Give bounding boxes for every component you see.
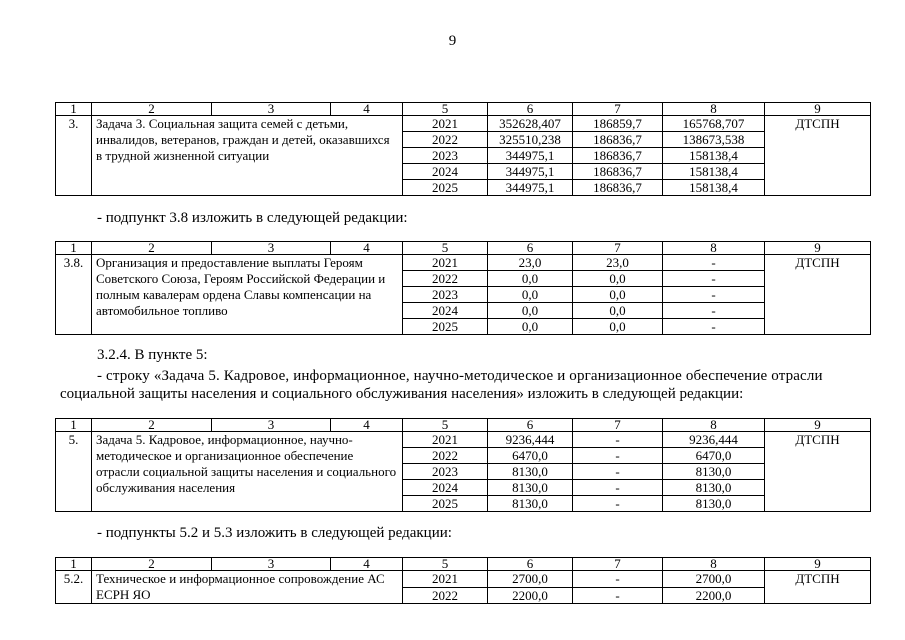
table-row	[56, 432, 871, 448]
value-total-cell: 344975,1	[488, 164, 573, 180]
header-cell: 6	[488, 103, 573, 116]
executor-cell: ДТСПН	[765, 571, 871, 604]
value-regional-cell: 138673,538	[663, 132, 765, 148]
paragraph-task5-line2: социальной защиты населения и социального обслуживания населения» изложить в следующей редакции:	[60, 386, 744, 402]
header-cell: 9	[765, 242, 871, 255]
header-cell: 7	[573, 103, 663, 116]
table-header-row	[56, 103, 871, 116]
value-federal-cell: 0,0	[573, 319, 663, 335]
header-cell: 2	[92, 558, 212, 571]
header-cell: 4	[331, 103, 403, 116]
paragraph-task5-line1: - строку «Задача 5. Кадровое, информационное, научно-методическое и организационное обеспечение отрасли	[97, 368, 823, 384]
value-total-cell: 0,0	[488, 287, 573, 303]
header-cell: 3	[212, 558, 331, 571]
value-federal-cell: -	[573, 587, 663, 604]
value-regional-cell: -	[663, 319, 765, 335]
value-regional-cell: 9236,444	[663, 432, 765, 448]
header-cell: 6	[488, 558, 573, 571]
header-cell: 2	[92, 419, 212, 432]
value-federal-cell: 186836,7	[573, 148, 663, 164]
year-cell: 2022	[403, 448, 488, 464]
executor-cell: ДТСПН	[765, 432, 871, 512]
row-name: Задача 3. Социальная защита семей с детьми, инвалидов, ветеранов, граждан и детей, оказавшихся в трудной жизненной ситуации	[92, 116, 403, 196]
row-name: Задача 5. Кадровое, информационное, научно-методическое и организационное обеспечение отрасли социальной защиты населения и социального обслуживания населения	[92, 432, 403, 512]
header-cell: 5	[403, 558, 488, 571]
value-total-cell: 8130,0	[488, 464, 573, 480]
header-cell: 8	[663, 242, 765, 255]
value-total-cell: 0,0	[488, 303, 573, 319]
value-regional-cell: 2200,0	[663, 587, 765, 604]
value-federal-cell: -	[573, 480, 663, 496]
page-number: 9	[448, 33, 457, 49]
value-federal-cell: 0,0	[573, 271, 663, 287]
year-cell: 2021	[403, 255, 488, 271]
value-total-cell: 2200,0	[488, 587, 573, 604]
value-total-cell: 352628,407	[488, 116, 573, 132]
year-cell: 2024	[403, 480, 488, 496]
year-cell: 2021	[403, 571, 488, 588]
value-total-cell: 6470,0	[488, 448, 573, 464]
value-regional-cell: 2700,0	[663, 571, 765, 588]
value-federal-cell: 186836,7	[573, 132, 663, 148]
value-federal-cell: -	[573, 448, 663, 464]
value-federal-cell: -	[573, 571, 663, 588]
table-row	[56, 255, 871, 271]
header-cell: 5	[403, 419, 488, 432]
header-cell: 3	[212, 242, 331, 255]
header-cell: 4	[331, 558, 403, 571]
value-federal-cell: 186836,7	[573, 164, 663, 180]
header-cell: 2	[92, 242, 212, 255]
year-cell: 2025	[403, 180, 488, 196]
header-cell: 1	[56, 103, 92, 116]
header-cell: 5	[403, 103, 488, 116]
value-total-cell: 23,0	[488, 255, 573, 271]
executor-cell: ДТСПН	[765, 116, 871, 196]
value-total-cell: 325510,238	[488, 132, 573, 148]
header-cell: 8	[663, 558, 765, 571]
row-number: 5.	[56, 432, 92, 512]
value-federal-cell: -	[573, 496, 663, 512]
year-cell: 2021	[403, 116, 488, 132]
year-cell: 2025	[403, 319, 488, 335]
value-federal-cell: 186859,7	[573, 116, 663, 132]
value-total-cell: 8130,0	[488, 496, 573, 512]
table-row	[56, 116, 871, 132]
header-cell: 9	[765, 103, 871, 116]
value-federal-cell: 186836,7	[573, 180, 663, 196]
header-cell: 7	[573, 558, 663, 571]
year-cell: 2025	[403, 496, 488, 512]
row-name: Техническое и информационное сопровождение АС ЕСРН ЯО	[92, 571, 403, 604]
value-regional-cell: 8130,0	[663, 496, 765, 512]
value-total-cell: 344975,1	[488, 180, 573, 196]
year-cell: 2022	[403, 132, 488, 148]
year-cell: 2023	[403, 148, 488, 164]
value-federal-cell: 0,0	[573, 303, 663, 319]
paragraph-3-2-4: 3.2.4. В пункте 5:	[97, 347, 208, 363]
header-cell: 6	[488, 242, 573, 255]
value-total-cell: 9236,444	[488, 432, 573, 448]
value-regional-cell: 158138,4	[663, 164, 765, 180]
value-regional-cell: 8130,0	[663, 480, 765, 496]
header-cell: 4	[331, 419, 403, 432]
value-regional-cell: 158138,4	[663, 180, 765, 196]
year-cell: 2022	[403, 271, 488, 287]
paragraph-sub-5-2-5-3: - подпункты 5.2 и 5.3 изложить в следующей редакции:	[97, 525, 452, 541]
value-federal-cell: 0,0	[573, 287, 663, 303]
table-task-3	[55, 102, 871, 196]
value-regional-cell: -	[663, 271, 765, 287]
header-cell: 8	[663, 419, 765, 432]
table-header-row	[56, 558, 871, 571]
value-total-cell: 8130,0	[488, 480, 573, 496]
row-number: 5.2.	[56, 571, 92, 604]
value-federal-cell: -	[573, 432, 663, 448]
value-regional-cell: -	[663, 287, 765, 303]
value-total-cell: 2700,0	[488, 571, 573, 588]
value-regional-cell: -	[663, 255, 765, 271]
paragraph-sub-3-8: - подпункт 3.8 изложить в следующей редакции:	[97, 210, 408, 226]
header-cell: 1	[56, 242, 92, 255]
header-cell: 3	[212, 103, 331, 116]
table-item-3-8	[55, 241, 871, 335]
year-cell: 2023	[403, 464, 488, 480]
value-regional-cell: 8130,0	[663, 464, 765, 480]
header-cell: 9	[765, 558, 871, 571]
executor-cell: ДТСПН	[765, 255, 871, 335]
table-item-5-2	[55, 557, 871, 604]
row-name: Организация и предоставление выплаты Героям Советского Союза, Героям Российской Федерации и полным кавалерам ордена Славы компенсации на автомобильное топливо	[92, 255, 403, 335]
row-number: 3.	[56, 116, 92, 196]
value-regional-cell: -	[663, 303, 765, 319]
table-header-row	[56, 242, 871, 255]
year-cell: 2022	[403, 587, 488, 604]
value-regional-cell: 6470,0	[663, 448, 765, 464]
year-cell: 2024	[403, 164, 488, 180]
value-federal-cell: -	[573, 464, 663, 480]
value-total-cell: 0,0	[488, 271, 573, 287]
table-row	[56, 571, 871, 588]
header-cell: 8	[663, 103, 765, 116]
header-cell: 1	[56, 558, 92, 571]
table-header-row	[56, 419, 871, 432]
header-cell: 7	[573, 419, 663, 432]
year-cell: 2023	[403, 287, 488, 303]
row-number: 3.8.	[56, 255, 92, 335]
value-federal-cell: 23,0	[573, 255, 663, 271]
header-cell: 7	[573, 242, 663, 255]
header-cell: 4	[331, 242, 403, 255]
header-cell: 9	[765, 419, 871, 432]
header-cell: 2	[92, 103, 212, 116]
value-regional-cell: 165768,707	[663, 116, 765, 132]
header-cell: 5	[403, 242, 488, 255]
value-total-cell: 0,0	[488, 319, 573, 335]
value-regional-cell: 158138,4	[663, 148, 765, 164]
value-total-cell: 344975,1	[488, 148, 573, 164]
table-task-5	[55, 418, 871, 512]
header-cell: 3	[212, 419, 331, 432]
header-cell: 6	[488, 419, 573, 432]
year-cell: 2021	[403, 432, 488, 448]
year-cell: 2024	[403, 303, 488, 319]
header-cell: 1	[56, 419, 92, 432]
